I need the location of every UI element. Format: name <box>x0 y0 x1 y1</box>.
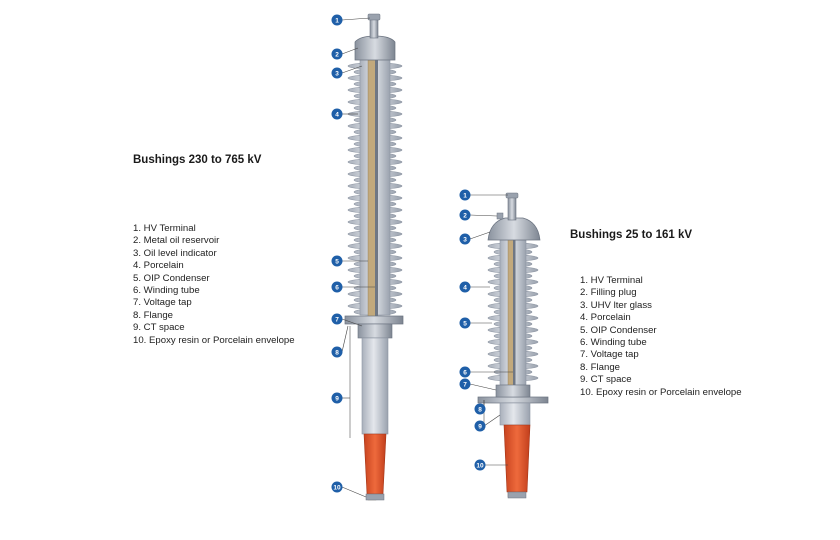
svg-text:8: 8 <box>478 406 482 414</box>
list-item: 2. Filling plug <box>580 287 637 299</box>
svg-text:10: 10 <box>476 462 484 470</box>
callout-badge <box>332 347 343 358</box>
svg-text:9: 9 <box>478 423 482 431</box>
callout-badge <box>332 482 343 493</box>
small-bushing-filling-plug <box>497 213 503 219</box>
list-item: 9. CT space <box>580 374 632 386</box>
small-bushing-title: Bushings 25 to 161 kV <box>570 229 693 241</box>
list-item: 5. OIP Condenser <box>580 324 657 336</box>
large-bushing-epoxy-envelope <box>364 434 386 494</box>
callout-badge <box>460 379 471 390</box>
svg-text:6: 6 <box>335 284 339 292</box>
list-item: 3. UHV lter glass <box>580 299 652 311</box>
leader-line <box>342 326 348 352</box>
callout-badge <box>475 404 486 415</box>
list-item: 7. Voltage tap <box>133 297 192 309</box>
svg-text:10: 10 <box>333 484 341 492</box>
callout-badge <box>332 393 343 404</box>
callout-badge <box>332 49 343 60</box>
svg-text:9: 9 <box>335 395 339 403</box>
leader-line <box>342 487 366 497</box>
svg-text:5: 5 <box>335 258 339 266</box>
list-item: 1. HV Terminal <box>580 275 643 286</box>
small-bushing <box>478 193 548 498</box>
callout-badge <box>332 256 343 267</box>
svg-text:7: 7 <box>463 381 467 389</box>
list-item: 10. Epoxy resin or Porcelain envelope <box>133 334 295 346</box>
callout-badge <box>460 318 471 329</box>
callout-badge <box>332 15 343 26</box>
svg-text:2: 2 <box>335 51 339 59</box>
callout-badge <box>460 190 471 201</box>
svg-text:7: 7 <box>335 316 339 324</box>
small-bushing-bottom-terminal <box>508 492 526 498</box>
small-bushing-callouts <box>460 190 486 471</box>
callout-badge <box>460 210 471 221</box>
leader-line <box>470 215 497 216</box>
svg-text:4: 4 <box>335 111 339 119</box>
callout-badge <box>332 68 343 79</box>
svg-text:2: 2 <box>463 212 467 220</box>
callout-badge <box>475 460 486 471</box>
large-bushing <box>345 14 403 500</box>
callout-badge <box>332 282 343 293</box>
svg-text:8: 8 <box>335 349 339 357</box>
list-item: 2. Metal oil reservoir <box>133 235 220 247</box>
callout-badge <box>460 282 471 293</box>
callout-badge <box>460 234 471 245</box>
list-item: 7. Voltage tap <box>580 349 639 361</box>
callout-badge <box>332 109 343 120</box>
list-item: 6. Winding tube <box>133 285 200 297</box>
large-bushing-ct-space <box>362 338 388 434</box>
large-bushing-callouts <box>332 15 343 493</box>
leader-line <box>470 384 496 390</box>
svg-text:1: 1 <box>335 17 339 25</box>
small-bushing-top-cap <box>488 218 540 240</box>
list-item: 8. Flange <box>580 361 621 373</box>
large-bushing-flange-body <box>358 324 392 338</box>
small-bushing-epoxy-envelope <box>504 425 530 492</box>
small-bushing-flange <box>478 397 548 403</box>
leader-line <box>470 232 490 239</box>
callout-badge <box>460 367 471 378</box>
callout-badge <box>332 314 343 325</box>
small-bushing-flange-body <box>496 385 530 397</box>
large-bushing-bottom-terminal <box>366 494 384 500</box>
list-item: 4. Porcelain <box>580 312 631 324</box>
large-bushing-title: Bushings 230 to 765 kV <box>133 154 262 166</box>
list-item: 1. HV Terminal <box>133 223 196 234</box>
svg-text:3: 3 <box>463 236 467 244</box>
list-item: 9. CT space <box>133 322 185 334</box>
leader-line <box>342 18 370 20</box>
svg-text:4: 4 <box>463 284 467 292</box>
svg-text:3: 3 <box>335 70 339 78</box>
list-item: 10. Epoxy resin or Porcelain envelope <box>580 386 742 398</box>
svg-text:1: 1 <box>463 192 467 200</box>
list-item: 6. Winding tube <box>580 337 647 349</box>
leader-line <box>484 415 500 426</box>
list-item: 8. Flange <box>133 309 174 321</box>
svg-text:6: 6 <box>463 369 467 377</box>
large-bushing-terminal <box>370 18 378 38</box>
svg-text:5: 5 <box>463 320 467 328</box>
small-bushing-terminal <box>508 196 516 220</box>
small-bushing-terminal-cap <box>506 193 518 198</box>
list-item: 4. Porcelain <box>133 260 184 272</box>
callout-badge <box>475 421 486 432</box>
small-bushing-ct-space <box>500 403 530 425</box>
list-item: 5. OIP Condenser <box>133 272 210 284</box>
large-bushing-oil-reservoir <box>355 36 395 60</box>
list-item: 3. Oil level indicator <box>133 247 217 259</box>
large-bushing-terminal-cap <box>368 14 380 20</box>
